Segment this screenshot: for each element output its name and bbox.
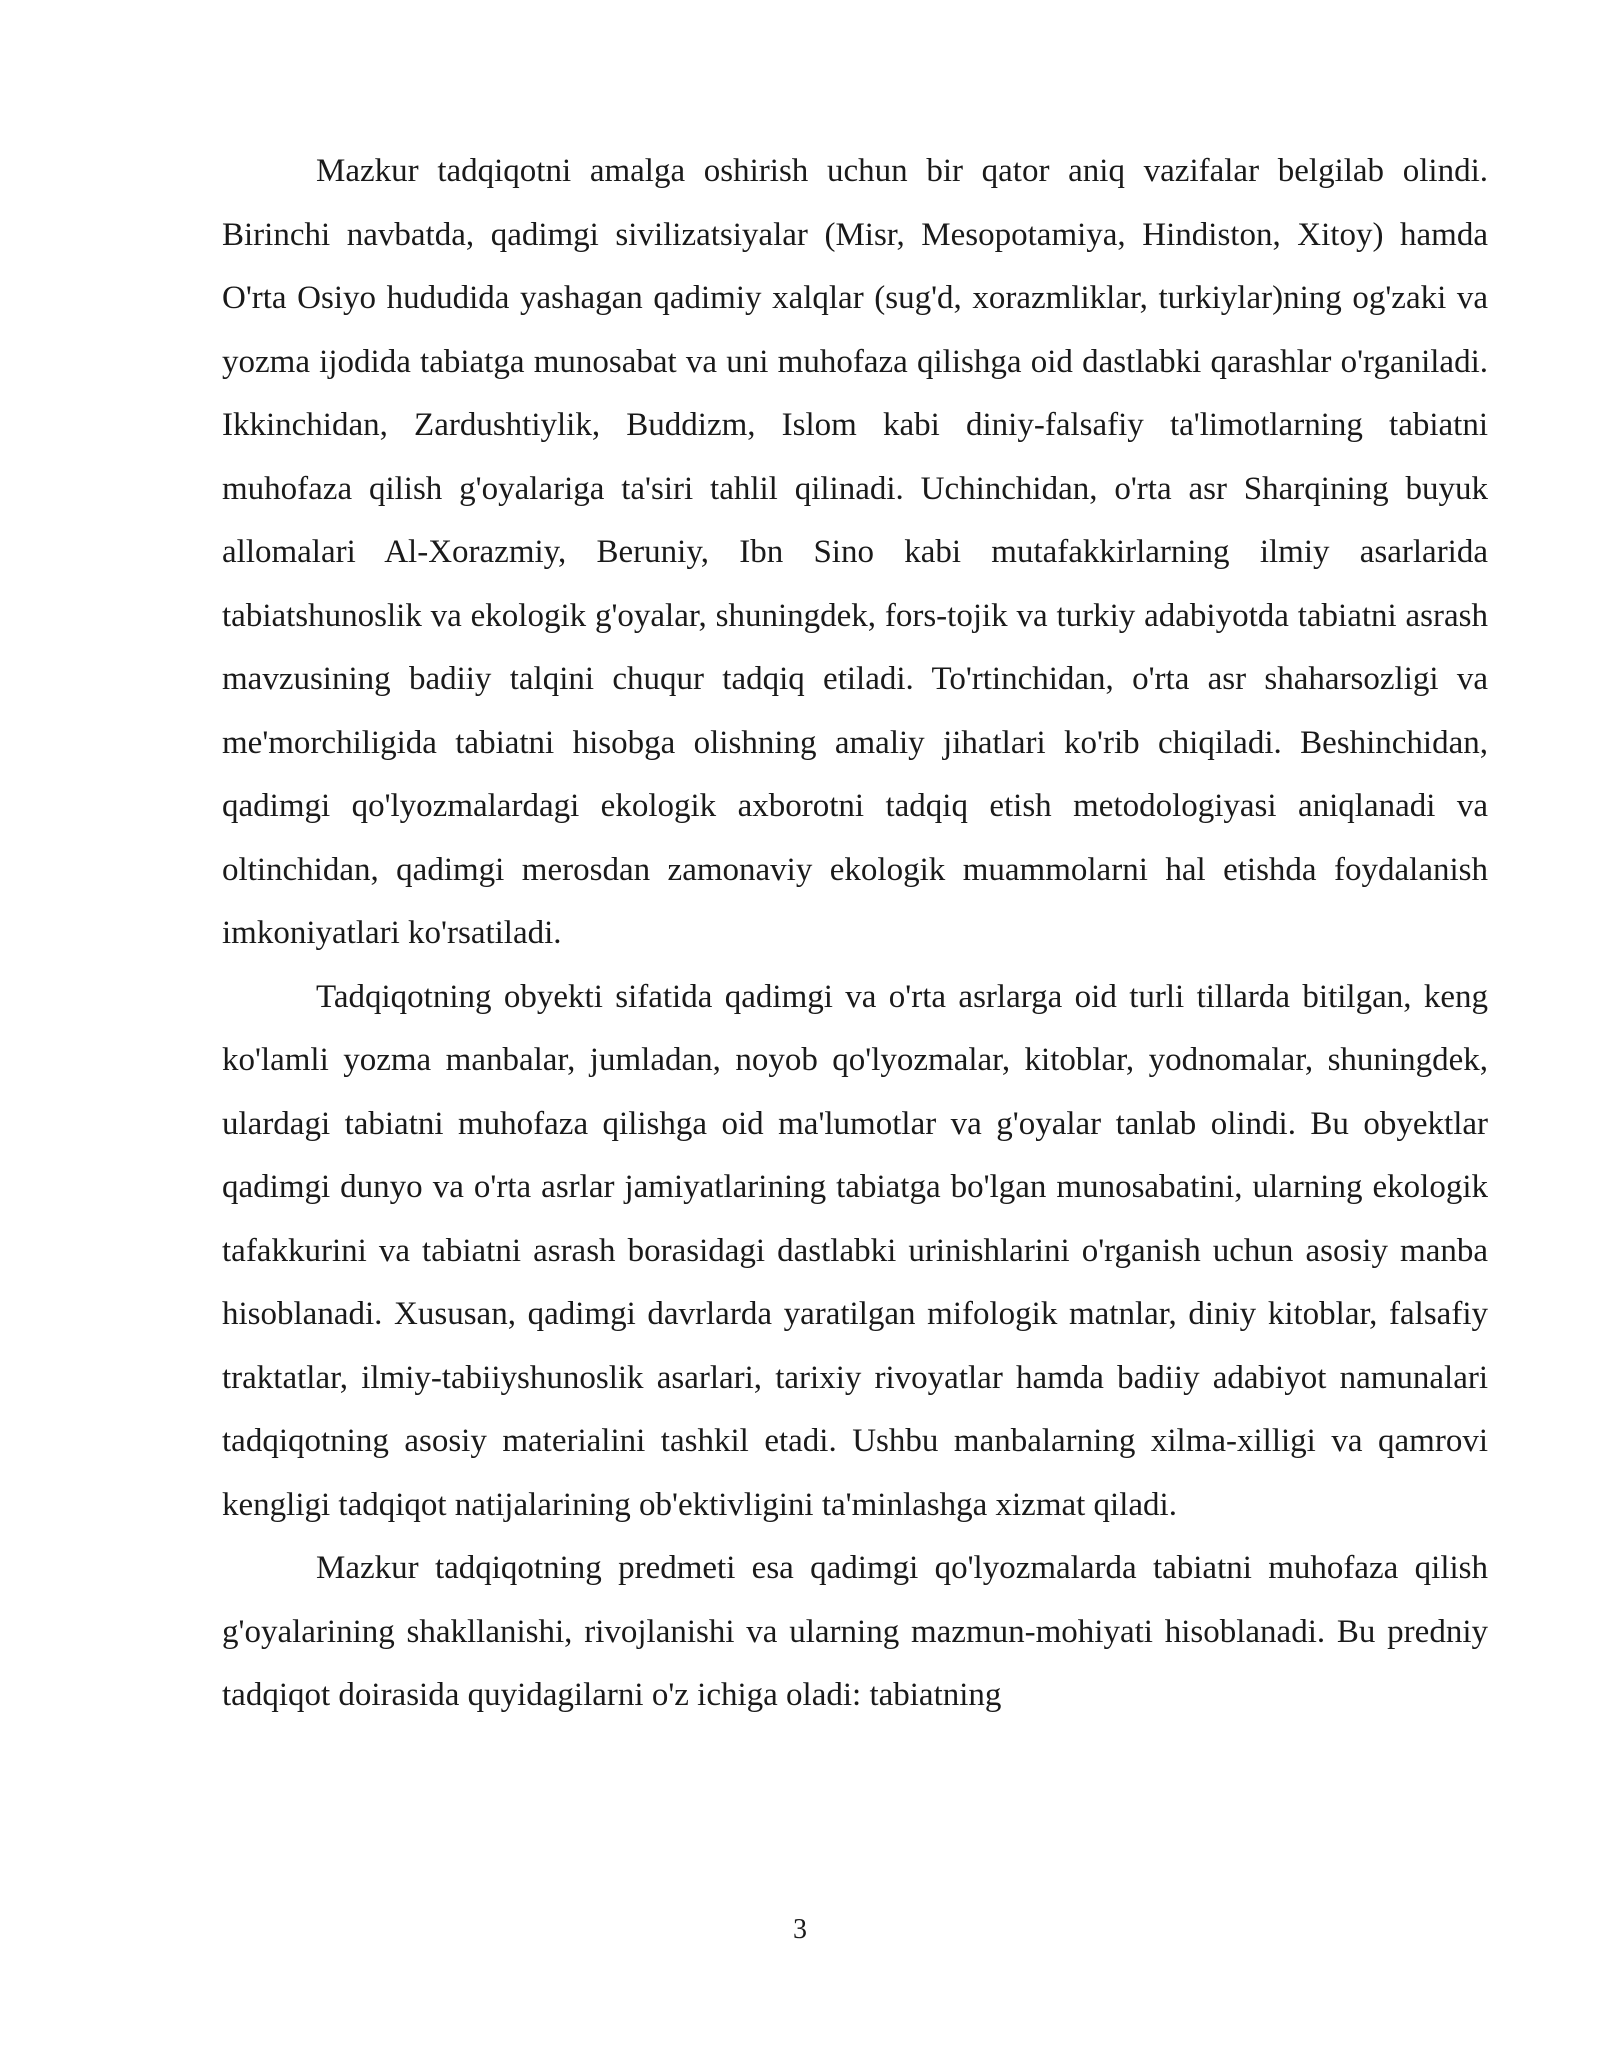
page-number: 3: [793, 1914, 807, 1945]
paragraph-tasks: Mazkur tadqiqotni amalga oshirish uchun bir qator aniq vazifalar belgilab olindi. Birinchi navbatda, qadimgi sivilizatsiyalar (Misr, Mesopotamiya, Hindiston, Xitoy) hamda O'rta Osiyo hududida yashagan qadimiy xalqlar (sug'd, xorazmliklar, turkiylar)ning og'zaki va yozma ijodida tabiatga munosabat va uni muhofaza qilishga oid dastlabki qarashlar o'rganiladi. Ikkinchidan, Zardushtiylik, Buddizm, Islom kabi diniy-falsafiy ta'limotlarning tabiatni muhofaza qilish g'oyalariga ta'siri tahlil qilinadi. Uchinchidan, o'rta asr Sharqining buyuk allomalari Al-Xorazmiy, Beruniy, Ibn Sino kabi mutafakkirlarning ilmiy asarlarida tabiatshunoslik va ekologik g'oyalar, shuningdek, fors-tojik va turkiy adabiyotda tabiatni asrash mavzusining badiiy talqini chuqur tadqiq etiladi. To'rtinchidan, o'rta asr shaharsozligi va me'morchiligida tabiatni hisobga olishning amaliy jihatlari ko'rib chiqiladi. Beshinchidan, qadimgi qo'lyozmalardagi ekologik axborotni tadqiq etish metodologiyasi aniqlanadi va oltinchidan, qadimgi merosdan zamonaviy ekologik muammolarni hal etishda foydalanish imkoniyatlari ko'rsatiladi.: [222, 153, 1488, 951]
paragraph-research-subject: Mazkur tadqiqotning predmeti esa qadimgi qo'lyozmalarda tabiatni muhofaza qilish g'oyalarining shakllanishi, rivojlanishi va ularning mazmun-mohiyati hisoblanadi. Bu predniy tadqiqot doirasida quyidagilarni o'z ichiga oladi: tabiatning: [222, 1550, 1488, 1713]
body-text: [222, 140, 1488, 1728]
paragraph-research-object: Tadqiqotning obyekti sifatida qadimgi va o'rta asrlarga oid turli tillarda bitilgan, keng ko'lamli yozma manbalar, jumladan, noyob qo'lyozmalar, kitoblar, yodnomalar, shuningdek, ulardagi tabiatni muhofaza qilishga oid ma'lumotlar va g'oyalar tanlab olindi. Bu obyektlar qadimgi dunyo va o'rta asrlar jamiyatlarining tabiatga bo'lgan munosabatini, ularning ekologik tafakkurini va tabiatni asrash borasidagi dastlabki urinishlarini o'rganish uchun asosiy manba hisoblanadi. Xususan, qadimgi davrlarda yaratilgan mifologik matnlar, diniy kitoblar, falsafiy traktatlar, ilmiy-tabiiyshunoslik asarlari, tarixiy rivoyatlar hamda badiiy adabiyot namunalari tadqiqotning asosiy materialini tashkil etadi. Ushbu manbalarning xilma-xilligi va qamrovi kengligi tadqiqot natijalarining ob'ektivligini ta'minlashga xizmat qiladi.: [222, 978, 1488, 1523]
